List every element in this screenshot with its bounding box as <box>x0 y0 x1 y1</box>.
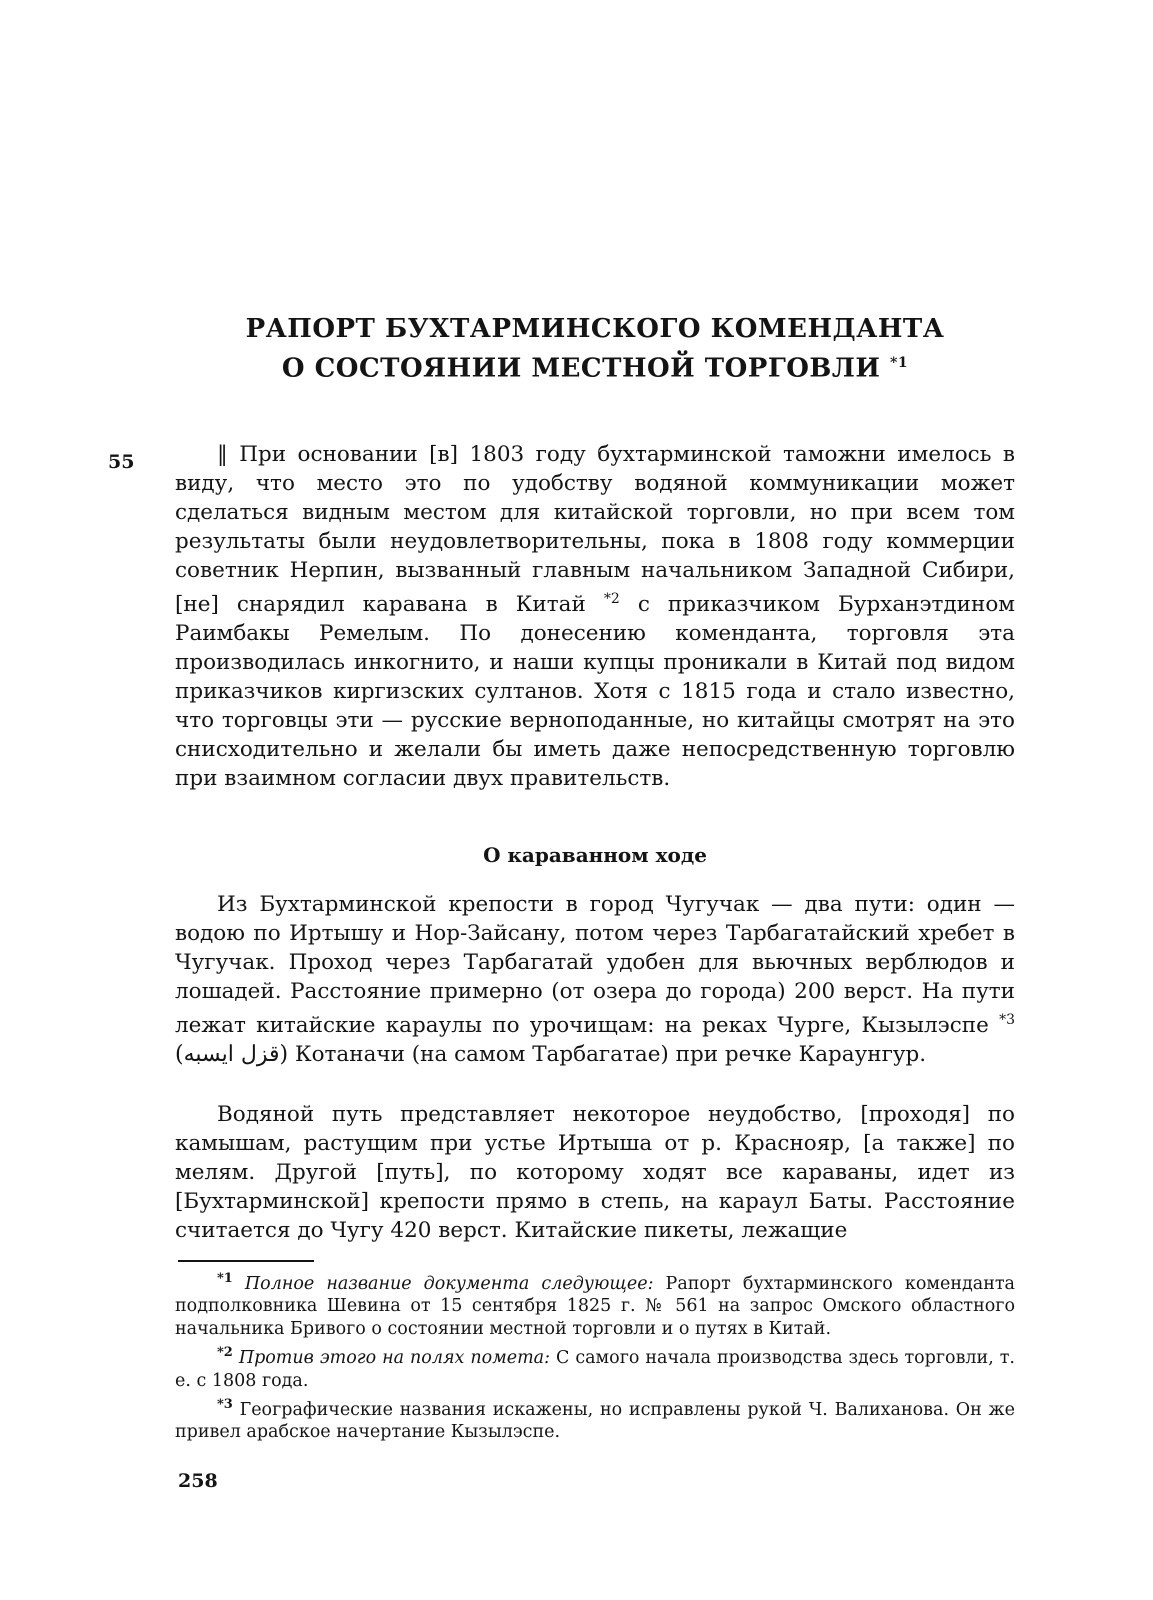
paragraph-2-text-b: Котаначи (на самом Тарбагатае) при речке Караунгур. <box>294 1042 927 1068</box>
page-number: 258 <box>178 1470 218 1492</box>
paragraph-1-text-a: При основании [в] 1803 году бухтарминской таможни имелось в виду, что место это по удобству водяной коммуникации может сделаться видным местом для китайской торговли, но при всем том результаты были неудовлетворительны, пока в 1808 году коммерции советник Нерпин, вызванный главным начальником Западной Сибири, [не] снарядил каравана в Китай <box>175 442 1015 618</box>
section-title: О караванном ходе <box>483 843 707 867</box>
footnotes <box>175 1268 1015 1446</box>
title-line-2-text: О СОСТОЯНИИ МЕСТНОЙ ТОРГОВЛИ <box>281 353 881 384</box>
paragraph-1 <box>175 440 1015 793</box>
footnote-2-mark: *2 <box>217 1345 233 1361</box>
paragraph-2-note-mark: *3 <box>999 1012 1015 1028</box>
footnote-1 <box>175 1268 1015 1340</box>
title-line-1: РАПОРТ БУХТАРМИНСКОГО КОМЕНДАНТА <box>245 314 945 344</box>
footnote-1-mark: *1 <box>217 1271 233 1286</box>
footnote-2 <box>175 1342 1015 1392</box>
footnote-1-italic: Полное название документа следующее: <box>244 1273 654 1294</box>
margin-page-number: 55 <box>108 451 135 473</box>
paragraph-3 <box>175 1100 1015 1245</box>
paragraph-2-text-a: Из Бухтарминской крепости в город Чугучак — два пути: один — водою по Иртышу и Нор-Зайсану, потом через Тарбагатайский хребет в Чугучак. Проход через Тарбагатай удобен для вьючных верблюдов и лошадей. Расстояние примерно (от озера до города) 200 верст. На пути лежат китайские караулы по урочищам: на реках Чурге, Кызылэспе <box>175 892 1015 1039</box>
footnote-2-italic: Против этого на полях помета: <box>238 1348 550 1369</box>
title-note-mark: *1 <box>890 355 909 371</box>
paragraph-1-note-mark: *2 <box>603 591 620 607</box>
footnote-3-mark: *3 <box>217 1397 233 1413</box>
paragraph-3-text: Водяной путь представляет некоторое неудобство, [проходя] по камышам, растущим при устье Иртыша от р. Краснояр, [а также] по мелям. Другой [путь], по которому ходят все караваны, идет из [Бухтарминской] крепости прямо в степь, на караул Баты. Расстояние считается до Чугу 420 верст. Китайские пикеты, лежащие <box>175 1102 1015 1243</box>
footnote-3 <box>175 1394 1015 1444</box>
footnote-1-text: Рапорт бухтарминского коменданта подполковника Шевина от 15 сентября 1825 г. № 561 на запрос Омского областного начальника Бривого о состоянии местной торговли и о путях в Китай. <box>175 1273 1015 1339</box>
arabic-inscription: (قزل ايسبه) <box>175 1042 289 1068</box>
paragraph-2 <box>175 890 1015 1069</box>
footnote-3-text: Географические названия искажены, но исправлены рукой Ч. Валиханова. Он же привел арабское начертание Кызылэспе. <box>175 1399 1015 1443</box>
title-line-2 <box>175 346 1015 386</box>
footnote-separator <box>178 1260 314 1262</box>
footnote-2-text: С самого начала производства здесь торговли, т. е. с 1808 года. <box>175 1348 1015 1391</box>
paragraph-1-text-b: с приказчиком Бурханэтдином Раимбакы Ремелым. По донесению коменданта, торговля эта производилась инкогнито, и наши купцы проникали в Китай под видом приказчиков киргизских султанов. Хотя с 1815 года и стало известно, что торговцы эти — русские верноподанные, но китайцы смотрят на это снисходительно и желали бы иметь даже непосредственную торговлю при взаимном согласии двух правительств. <box>175 592 1015 792</box>
page-break-marker: ‖ <box>217 442 228 467</box>
document-title <box>175 312 1015 386</box>
